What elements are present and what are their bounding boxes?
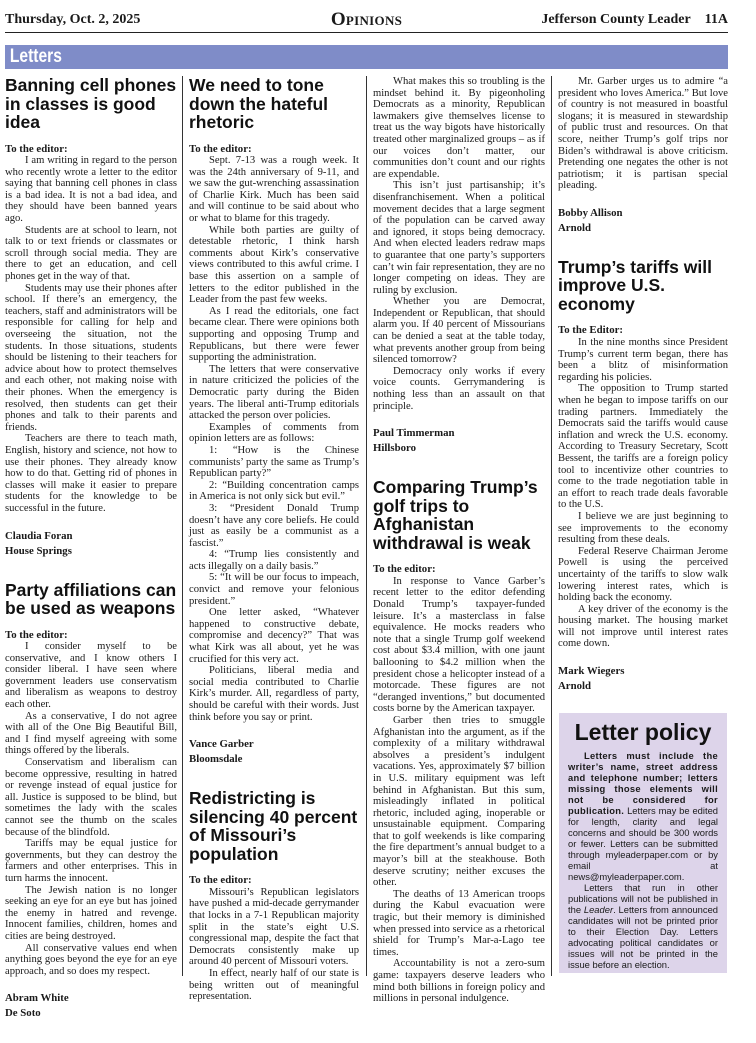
letter-salutation: To the editor: xyxy=(189,874,252,887)
letter-article xyxy=(373,76,545,456)
letter-article xyxy=(373,478,545,1005)
letter-paragraph: As a conservative, I do not agree with all of the One Big Beautiful Bill, and I find myself agreeing with some things offered by the liberals. xyxy=(5,710,177,757)
letter-salutation: To the editor: xyxy=(5,628,68,641)
letter-author: Vance Garber xyxy=(189,738,254,751)
column-4 xyxy=(558,76,728,716)
letter-headline: We need to tone down the hateful rhetoric xyxy=(189,75,329,132)
letter-headline: Comparing Trump’s golf trips to Afghanistan withdrawal is weak xyxy=(373,477,538,553)
letter-paragraph: The deaths of 13 American troops during the Kabul evacuation were tragic, but their memory is diminished when pressed into service as a rhetorical shield for Trump’s Mar-a-Lago tee times. xyxy=(373,888,545,958)
issue-date: Thursday, Oct. 2, 2025 xyxy=(5,12,141,27)
letter-paragraph: 5: “It will be our focus to impeach, convict and remove your felonious president.” xyxy=(189,572,359,607)
letter-paragraph: All conservative values end when anything goes beyond the eye for an eye approach, and so does my respect. xyxy=(5,942,177,977)
letter-paragraph: 2: “Building concentration camps in America is not only sick but evil.” xyxy=(189,479,359,503)
letter-paragraph: I consider myself to be conservative, and I know others I consider liberal. I have seen where government leaders use conservatism and liberalism as weapons to destroy each other. xyxy=(5,641,177,711)
letter-article xyxy=(189,76,359,767)
letter-paragraph: The opposition to Trump started when he began to impose tariffs on our trading partners. Immediately the Democrats said the tariffs would cause inflation and wreck the U.S. economy. According to Treasury Secretary, Scott Bessent, the tariffs are a foreign policy tool to incentivize other countries to come to the trade negotiation table in an effort to reach trade deals favorable to the U.S. xyxy=(558,383,728,511)
letter-paragraph: Examples of comments from opinion letters are as follows: xyxy=(189,421,359,445)
letter-paragraph: As I read the editorials, one fact became clear. There were opinions both supporting and opposing Trump and Republicans, but there were fewer supporting the administration. xyxy=(189,305,359,364)
letter-author: Claudia Foran xyxy=(5,529,73,542)
paper-name-italic: Leader xyxy=(583,904,614,915)
letter-town: De Soto xyxy=(5,1007,41,1020)
letter-policy-paragraph xyxy=(568,882,718,970)
letter-headline: Trump’s tariffs will improve U.S. economy xyxy=(558,256,712,314)
letter-town: Hillsboro xyxy=(373,442,416,455)
letter-signature xyxy=(5,991,177,1021)
letters-section-bar xyxy=(5,45,728,69)
letter-paragraph: 1: “How is the Chinese communists’ party the same as Trump’s Republican party?” xyxy=(189,444,359,480)
column-2 xyxy=(189,76,359,1025)
letter-article xyxy=(189,789,359,1003)
letter-town: Bloomsdale xyxy=(189,753,243,766)
letter-paragraph: Federal Reserve Chairman Jerome Powell is using the perceived uncertainty of the tariffs to slow walk lowering interest rates, which is holding back the economy. xyxy=(558,545,728,604)
masthead xyxy=(5,8,728,33)
column-1 xyxy=(5,76,177,1043)
letter-paragraph: In the nine months since President Trump’s current term began, there has been a blitz of misinformation regarding his policies. xyxy=(558,337,728,383)
letter-paragraph: The letters that were conservative in nature criticized the policies of the Democratic party during the Biden years. The liberal anti-Trump editorials attacked the person over policies. xyxy=(189,363,359,422)
letter-article xyxy=(5,581,177,1022)
letter-headline: Redistricting is silencing 40 percent of Missouri’s population xyxy=(189,788,358,864)
paper-name: Jefferson County Leader xyxy=(541,12,691,27)
letter-policy-paragraph xyxy=(568,750,718,882)
letter-town: Arnold xyxy=(558,680,591,693)
column-3 xyxy=(373,76,545,1027)
letter-paragraph: Teachers are there to teach math, English, history and science, not how to use their phones. They already know how to do that. Getting rid of phones in classes will make it easier to prepare students for the knowledge to be successful in the future. xyxy=(5,433,177,514)
letter-paragraph: In response to Vance Garber’s recent letter to the editor defending Donald Trump’s taxpayer-funded leisure. It’s a masterclass in false equivalence. He mocks readers who note that a single Trump golf weekend cost about $3.4 million, with one jaunt ballooning to $4.2 million when the president chose a helicopter instead of a motorcade. These figures are not “deranged inventions,” but documented costs borne by the American taxpayer. xyxy=(373,575,545,715)
letter-author: Paul Timmerman xyxy=(373,427,455,440)
policy-submission-info: Letters may be edited for length, clarity and legal concerns and should be 300 words or fewer. Letters can be submitted through myleaderpaper.com or by email at news@myleaderpaper.com. xyxy=(568,805,718,882)
column-divider xyxy=(551,76,552,976)
letter-paragraph: One letter asked, “Whatever happened to constructive debate, compromise and decency?” That was what Kirk was all about, yet he was crucified for this very act. xyxy=(189,607,359,665)
letter-article xyxy=(558,258,728,694)
letter-salutation: To the editor: xyxy=(189,142,252,155)
letter-salutation: To the Editor: xyxy=(558,324,623,337)
letter-signature xyxy=(558,664,728,694)
letter-town: Arnold xyxy=(558,221,591,234)
letter-paragraph: 4: “Trump lies consistently and acts illegally on a daily basis.” xyxy=(189,549,359,572)
letter-paragraph: 3: “President Donald Trump doesn’t have any core beliefs. He could just as easily be a communist as a fascist.” xyxy=(189,502,359,549)
column-divider xyxy=(366,76,367,976)
letter-paragraph: Whether you are Democrat, Independent or Republican, that should alarm you. If 40 percent of Missourians can be denied a seat at the table today, what prevents another group from being silenced tomorrow? xyxy=(373,296,545,366)
letter-paragraph: Students are at school to learn, not talk to or text friends or classmates or scroll through social media. They are there to get an education, and cell phones get in the way of that. xyxy=(5,224,177,283)
letter-author: Mark Wiegers xyxy=(558,665,625,678)
section-title: Opinions xyxy=(330,9,403,30)
column-divider xyxy=(182,76,183,976)
policy-requirements: Letters must include the writer’s name, street address and telephone number; letters missing those elements will not be considered for publication. xyxy=(568,750,718,816)
letter-paragraph: A key driver of the economy is the housing market. The housing market will not improve until interest rates come down. xyxy=(558,603,728,650)
letter-headline: Banning cell phones in classes is good idea xyxy=(5,75,177,132)
paper-info xyxy=(527,12,728,28)
letter-paragraph: Sept. 7-13 was a rough week. It was the 24th anniversary of 9-11, and we saw the gut-wrenching assassination of Charlie Kirk. Much has been said and will continue to be said about who or what to blame for this tragedy. xyxy=(189,155,359,225)
letter-policy-box xyxy=(559,713,727,973)
letter-paragraph: Tariffs may be equal justice for governments, but they can destroy the farmers and other enterprises. This in turn harms the innocent. xyxy=(5,838,177,884)
page-number: 11A xyxy=(704,12,728,27)
letter-paragraph: Mr. Garber urges us to admire “a president who loves America.” But love of country is not measured in boastful slogans; it is measured in stewardship of public trust and resources. On that score, neither Trump’s golf trips nor Biden’s withdrawal is above criticism. Pretending one negates the other is not patriotism; it is partisan special pleading. xyxy=(558,76,728,192)
policy-text: Letters that run in other publications will not be published in the xyxy=(568,882,718,915)
letter-article xyxy=(5,76,177,559)
letter-town: House Springs xyxy=(5,544,72,557)
letter-paragraph: While both parties are guilty of detestable rhetoric, I think harsh comments about Kirk’s conservative views contributed to this awful crime. I base this assertion on a sample of letters to the editor published in the Leader from the past few weeks. xyxy=(189,224,359,306)
letter-author: Abram White xyxy=(5,992,69,1005)
letter-paragraph: I am writing in regard to the person who recently wrote a letter to the editor saying that banning cell phones in class is a bad idea. It is not a bad idea, and they should have been banned years ago. xyxy=(5,155,177,225)
letter-paragraph: I believe we are just beginning to see improvements to the economy resulting from these deals. xyxy=(558,510,728,546)
letter-signature xyxy=(558,206,728,236)
letter-paragraph: In effect, nearly half of our state is being written out of meaningful representation. xyxy=(189,967,359,1003)
letter-salutation: To the editor: xyxy=(373,563,436,576)
letter-salutation: To the editor: xyxy=(5,142,68,155)
letter-signature xyxy=(373,426,545,456)
letters-section-label: Letters xyxy=(9,46,62,67)
letter-paragraph: Accountability is not a zero-sum game: taxpayers deserve leaders who mind both billions in foreign policy and millions in personal indulgence. xyxy=(373,958,545,1005)
letter-signature xyxy=(189,737,359,767)
letter-signature xyxy=(5,529,177,559)
policy-text: . Letters from announced candidates will not be printed prior to their Election Day. Letters advocating political candidates or issues will not be printed in the issue before an election. xyxy=(568,904,718,970)
letter-paragraph: Garber then tries to smuggle Afghanistan into the argument, as if the complexity of a military withdrawal absolves a president’s indulgent vacations. Yes, approximately $7 billion in U.S. military equipment was left behind in Afghanistan. But this sum, misleadingly inflated in political rhetoric, included aging, inoperable or unsustainable equipment. Comparing that to golf weekends is like comparing the fire department’s annual budget to a mayor’s bill at the steakhouse. Both deserve scrutiny; neither excuses the other. xyxy=(373,714,545,889)
letter-policy-title: Letter policy xyxy=(574,719,712,745)
letter-article xyxy=(558,76,728,236)
letter-paragraph: Politicians, liberal media and social media contributed to Charlie Kirk’s murder. All, regardless of party, should be careful with their words. Just think before you say or print. xyxy=(189,665,359,723)
letter-paragraph: Students may use their phones after school. If there’s an emergency, the teachers, staff and administrators will be responsible for calling for help and overseeing the situation, not the students. In those situations, students should be listening to their teachers for advice about how to protect themselves and each other, not making noise with their phones. When the emergency is resolved, then students can get their phones and talk to their parents and friends. xyxy=(5,282,177,433)
letter-paragraph: The Jewish nation is no longer seeking an eye for an eye but has joined the enemy in hatred and revenge. Innocent families, children, homes and cities are being destroyed. xyxy=(5,884,177,942)
letter-paragraph: What makes this so troubling is the mindset behind it. By pigeonholing Democrats as a minority, Republican lawmakers give themselves license to treat us the way bigots have historically treated other marginalized groups – as if our voices don’t matter, our communities don’t count and our rights are expendable. xyxy=(373,76,545,180)
letter-paragraph: This isn’t just partisanship; it’s disenfranchisement. When a political movement decides that a large segment of the population can be carved away and ignored, it stops being democracy. And when elected leaders redraw maps to guarantee that one party’s supporters can’t win fair representation, they are no longer competing on ideas. They are ruling by exclusion. xyxy=(373,180,545,296)
letter-paragraph: Missouri’s Republican legislators have pushed a mid-decade gerrymander that locks in a 7-1 Republican majority split in the state’s eight U.S. congressional map, despite the fact that Democrats consistently make up around 40 percent of Missouri voters. xyxy=(189,886,359,968)
letter-author: Bobby Allison xyxy=(558,206,623,219)
letter-headline: Party affiliations can be used as weapons xyxy=(5,579,177,618)
letter-paragraph: Conservatism and liberalism can become oppressive, resulting in hatred or revenge instead of equal justice for all. Justice is supposed to be blind, but sometimes the lady with the scales cannot see the thumb on the scales because of the blindfold. xyxy=(5,757,177,838)
letter-paragraph: Democracy only works if every voice counts. Gerrymandering is nothing less than an assault on that principle. xyxy=(373,365,545,412)
